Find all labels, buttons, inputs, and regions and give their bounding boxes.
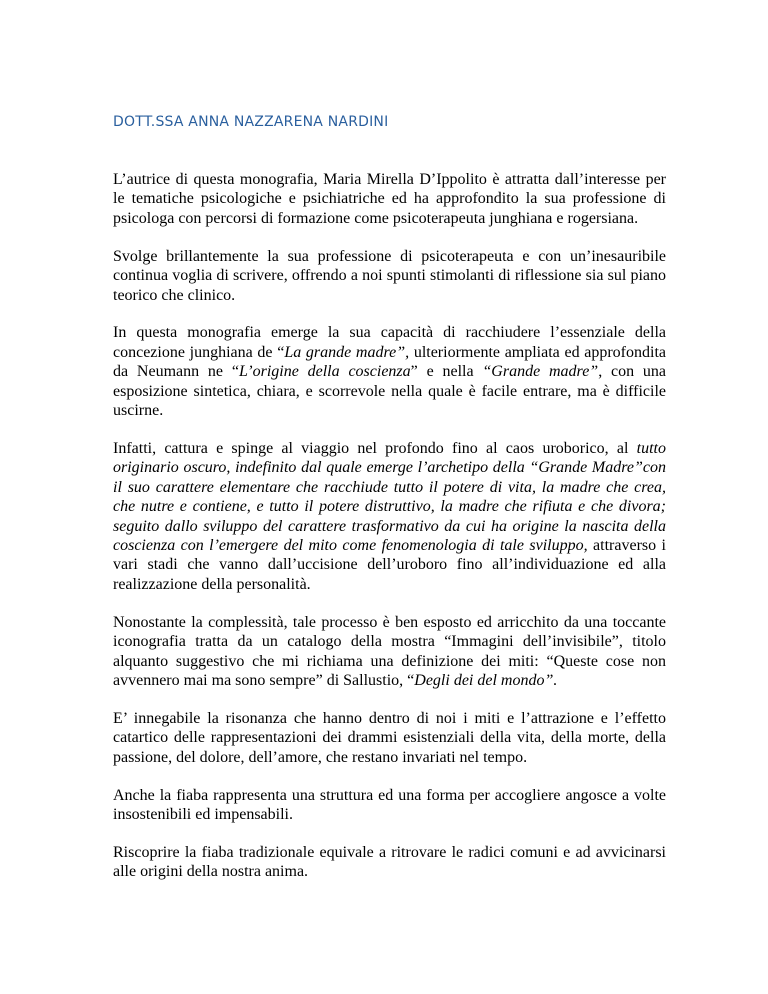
paragraph xyxy=(113,170,666,228)
text-segment: ” e nella xyxy=(410,363,483,381)
paragraph xyxy=(113,709,666,767)
italic-text-segment: Degli dei del mondo”. xyxy=(414,671,558,689)
italic-text-segment: La grande madre”, xyxy=(284,343,410,361)
text-segment: Svolge brillantemente la sua professione di psicoterapeuta e con un’inesauribile continua voglia di scrivere, offrendo a noi spunti stimolanti di riflessione sia sul piano teorico che clinico. xyxy=(113,247,666,304)
text-segment: Nonostante la complessità, tale processo è ben esposto ed arricchito da una toccante iconografia tratta da un catalogo della mostra “Immagini dell’invisibile”, titolo alquanto suggestivo che mi richiama una definizione dei miti: “Queste cose non avvennero mai ma sono sempre” di Sallustio, “ xyxy=(113,613,666,689)
text-segment: L’autrice di questa monografia, Maria Mirella D’Ippolito è attratta dall’interesse per le tematiche psicologiche e psichiatriche ed ha approfondito la sua professione di psicologa con percorsi di formazione come psicoterapeuta junghiana e rogersiana. xyxy=(113,171,666,227)
text-segment: attraverso i vari stadi che vanno dall’uccisione dell’uroboro fino all’individuazione ed alla realizzazione della personalità. xyxy=(113,537,666,593)
paragraph xyxy=(113,843,666,882)
paragraph xyxy=(113,247,666,305)
paragraph xyxy=(113,613,666,691)
text-segment: E’ innegabile la risonanza che hanno dentro di noi i miti e l’attrazione e l’effetto catartico delle rappresentazioni dei drammi esistenziali della vita, della morte, della passione, del dolore, dell’amore, che restano invariati nel tempo. xyxy=(113,709,666,766)
paragraph xyxy=(113,323,666,420)
document-body xyxy=(113,170,666,900)
paragraph xyxy=(113,439,666,594)
text-segment: , con una esposizione sintetica, chiara, e scorrevole nella quale è facile entrare, ma è difficile uscirne. xyxy=(113,363,667,420)
italic-text-segment: L’origine della coscienza xyxy=(238,363,411,381)
italic-text-segment: “Grande madre” xyxy=(482,363,599,381)
paragraph xyxy=(113,786,666,825)
text-segment: ulteriormente ampliata ed approfondita da Neumann ne “ xyxy=(113,343,667,381)
text-segment: Infatti, cattura e spinge al viaggio nel profondo fino al caos uroborico, al xyxy=(113,439,637,457)
italic-text-segment: tutto originario oscuro, indefinito dal quale emerge l’archetipo della “Grande Madre”con il suo carattere elementare che racchiude tutto il potere di vita, la madre che crea, che nutre e contiene, e tutto il potere distruttivo, la madre che rifiuta e che divora; seguito dallo sviluppo del carattere trasformativo da cui ha origine la nascita della coscienza con l’emergere del mito come fenomenologia di tale sviluppo, xyxy=(113,439,666,554)
author-heading: DOTT.SSA ANNA NAZZARENA NARDINI xyxy=(113,114,389,130)
text-segment: Anche la fiaba rappresenta una struttura ed una forma per accogliere angosce a volte insostenibili ed impensabili. xyxy=(113,786,666,823)
text-segment: Riscoprire la fiaba tradizionale equivale a ritrovare le radici comuni e ad avvicinarsi alle origini della nostra anima. xyxy=(113,843,666,881)
text-segment: In questa monografia emerge la sua capacità di racchiudere l’essenziale della concezione junghiana de “ xyxy=(113,324,666,361)
